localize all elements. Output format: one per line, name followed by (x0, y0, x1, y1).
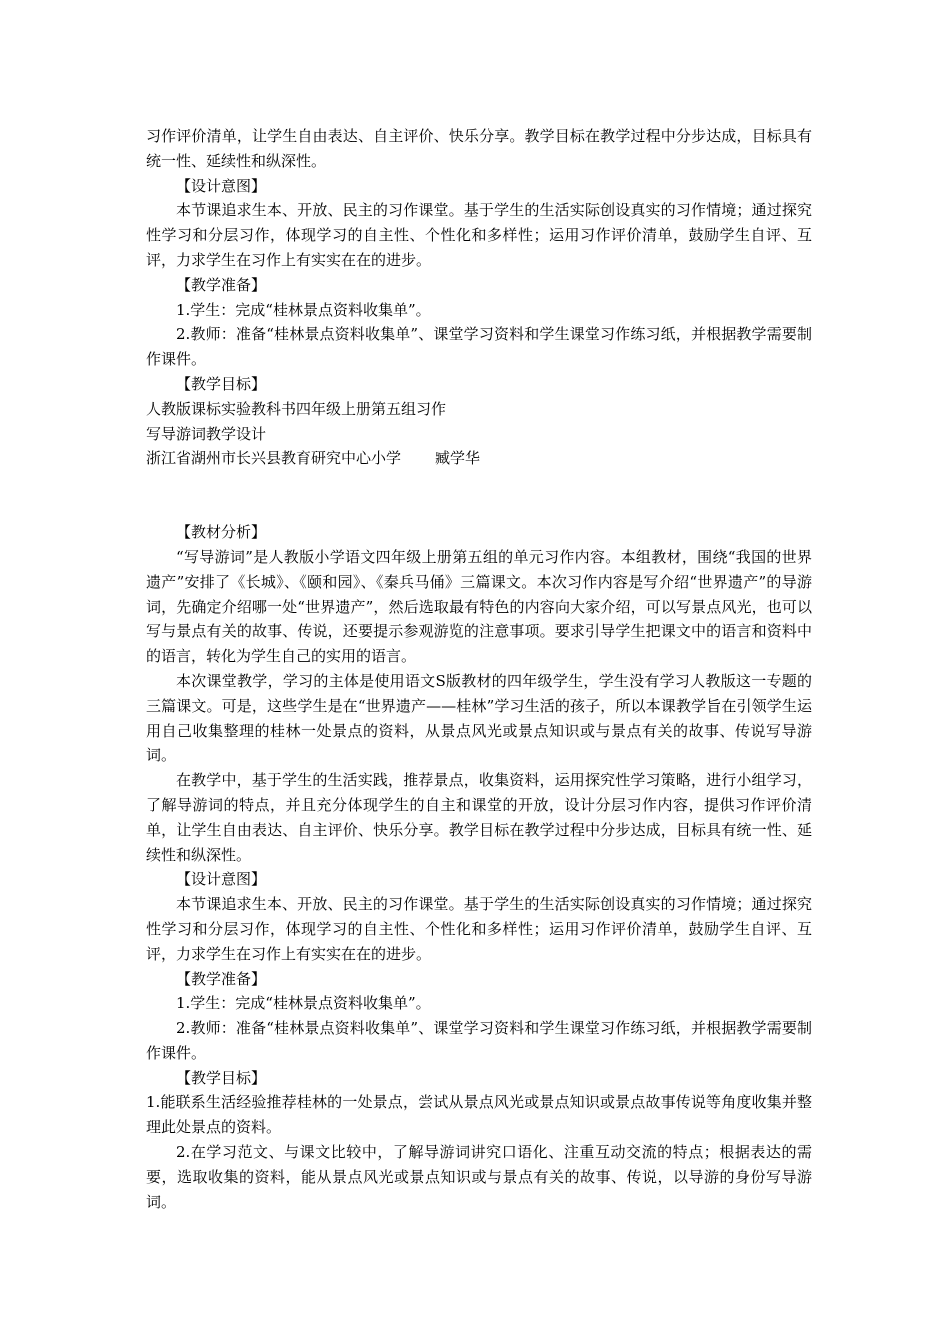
blank-gap (146, 471, 812, 520)
heading-teaching-goals: 【教学目标】 (176, 374, 267, 393)
design-intent-paragraph-2: 本节课追求生本、开放、民主的习作课堂。基于学生的生活实际创设真实的习作情境；通过探究性学习和分层习作，体现学习的自主性、个性化和多样性；运用习作评价清单，鼓励学生自评、互评，力求学生在习作上有实实在在的进步。 (146, 895, 812, 963)
continued-paragraph: 习作评价清单，让学生自由表达、自主评价、快乐分享。教学目标在教学过程中分步达成，目标具有统一性、延续性和纵深性。 (146, 127, 812, 170)
goal-item-1: 1.能联系生活经验推荐桂林的一处景点，尝试从景点风光或景点知识或景点故事传说等角度收集并整理此处景点的资料。 (146, 1093, 812, 1137)
document-page (146, 124, 812, 1214)
analysis-paragraph-2: 本次课堂教学，学习的主体是使用语文S版教材的四年级学生，学生没有学习人教版这一专题的三篇课文。可是，这些学生是在“世界遗产——桂林”学习生活的孩子，所以本课教学旨在引领学生运用自己收集整理的桂林一处景点的资料，从景点风光或景点知识或与景点有关的故事、传说写导游词。 (146, 671, 812, 765)
goal-item-2: 2.在学习范文、与课文比较中，了解导游词讲究口语化、注重互动交流的特点；根据表达的需要，选取收集的资料，能从景点风光或景点知识或与景点有关的故事、传说，以导游的身份写导游词。 (146, 1143, 812, 1211)
document-header-line1: 人教版课标实验教科书四年级上册第五组习作 (146, 399, 447, 418)
analysis-paragraph-3: 在教学中，基于学生的生活实践，推荐景点，收集资料，运用探究性学习策略，进行小组学习，了解导游词的特点，并且充分体现学生的自主和课堂的开放，设计分层习作内容，提供习作评价清单，让学生自由表达、自主评价、快乐分享。教学目标在教学过程中分步达成，目标具有统一性、延续性和纵深性。 (146, 771, 812, 864)
author-line (146, 446, 812, 471)
preparation-item-teacher: 2.教师：准备“桂林景点资料收集单”、课堂学习资料和学生课堂习作练习纸，并根据教学需要制作课件。 (146, 325, 812, 369)
heading-teaching-goals-2: 【教学目标】 (176, 1068, 267, 1087)
heading-material-analysis: 【教材分析】 (176, 523, 267, 542)
design-intent-paragraph: 本节课追求生本、开放、民主的习作课堂。基于学生的生活实际创设真实的习作情境；通过探究性学习和分层习作，体现学习的自主性、个性化和多样性；运用习作评价清单，鼓励学生自评、互评，力求学生在习作上有实实在在的进步。 (146, 201, 812, 269)
school-name: 浙江省湖州市长兴县教育研究中心小学 (146, 449, 402, 468)
preparation-item-student-2: 1.学生：完成“桂林景点资料收集单”。 (176, 994, 431, 1013)
document-title: 写导游词教学设计 (146, 424, 267, 443)
author-name: 臧学华 (435, 449, 481, 468)
heading-design-intent-2: 【设计意图】 (176, 870, 267, 889)
preparation-item-teacher-2: 2.教师：准备“桂林景点资料收集单”、课堂学习资料和学生课堂习作练习纸，并根据教学需要制作课件。 (146, 1019, 812, 1062)
analysis-paragraph-1: “写导游词”是人教版小学语文四年级上册第五组的单元习作内容。本组教材，围绕“我国的世界遗产”安排了《长城》、《颐和园》、《秦兵马俑》三篇课文。本次习作内容是写介绍“世界遗产”的导游词，先确定介绍哪一处“世界遗产”，然后选取最有特色的内容向大家介绍，可以写景点风光，也可以写与景点有关的故事、传说，还要提示参观游览的注意事项。要求引导学生把课文中的语言和资料中的语言，转化为学生自己的实用的语言。 (146, 547, 812, 666)
heading-preparation: 【教学准备】 (176, 275, 267, 294)
heading-design-intent: 【设计意图】 (176, 176, 267, 195)
preparation-item-student: 1.学生：完成“桂林景点资料收集单”。 (176, 300, 431, 319)
heading-preparation-2: 【教学准备】 (176, 969, 267, 988)
